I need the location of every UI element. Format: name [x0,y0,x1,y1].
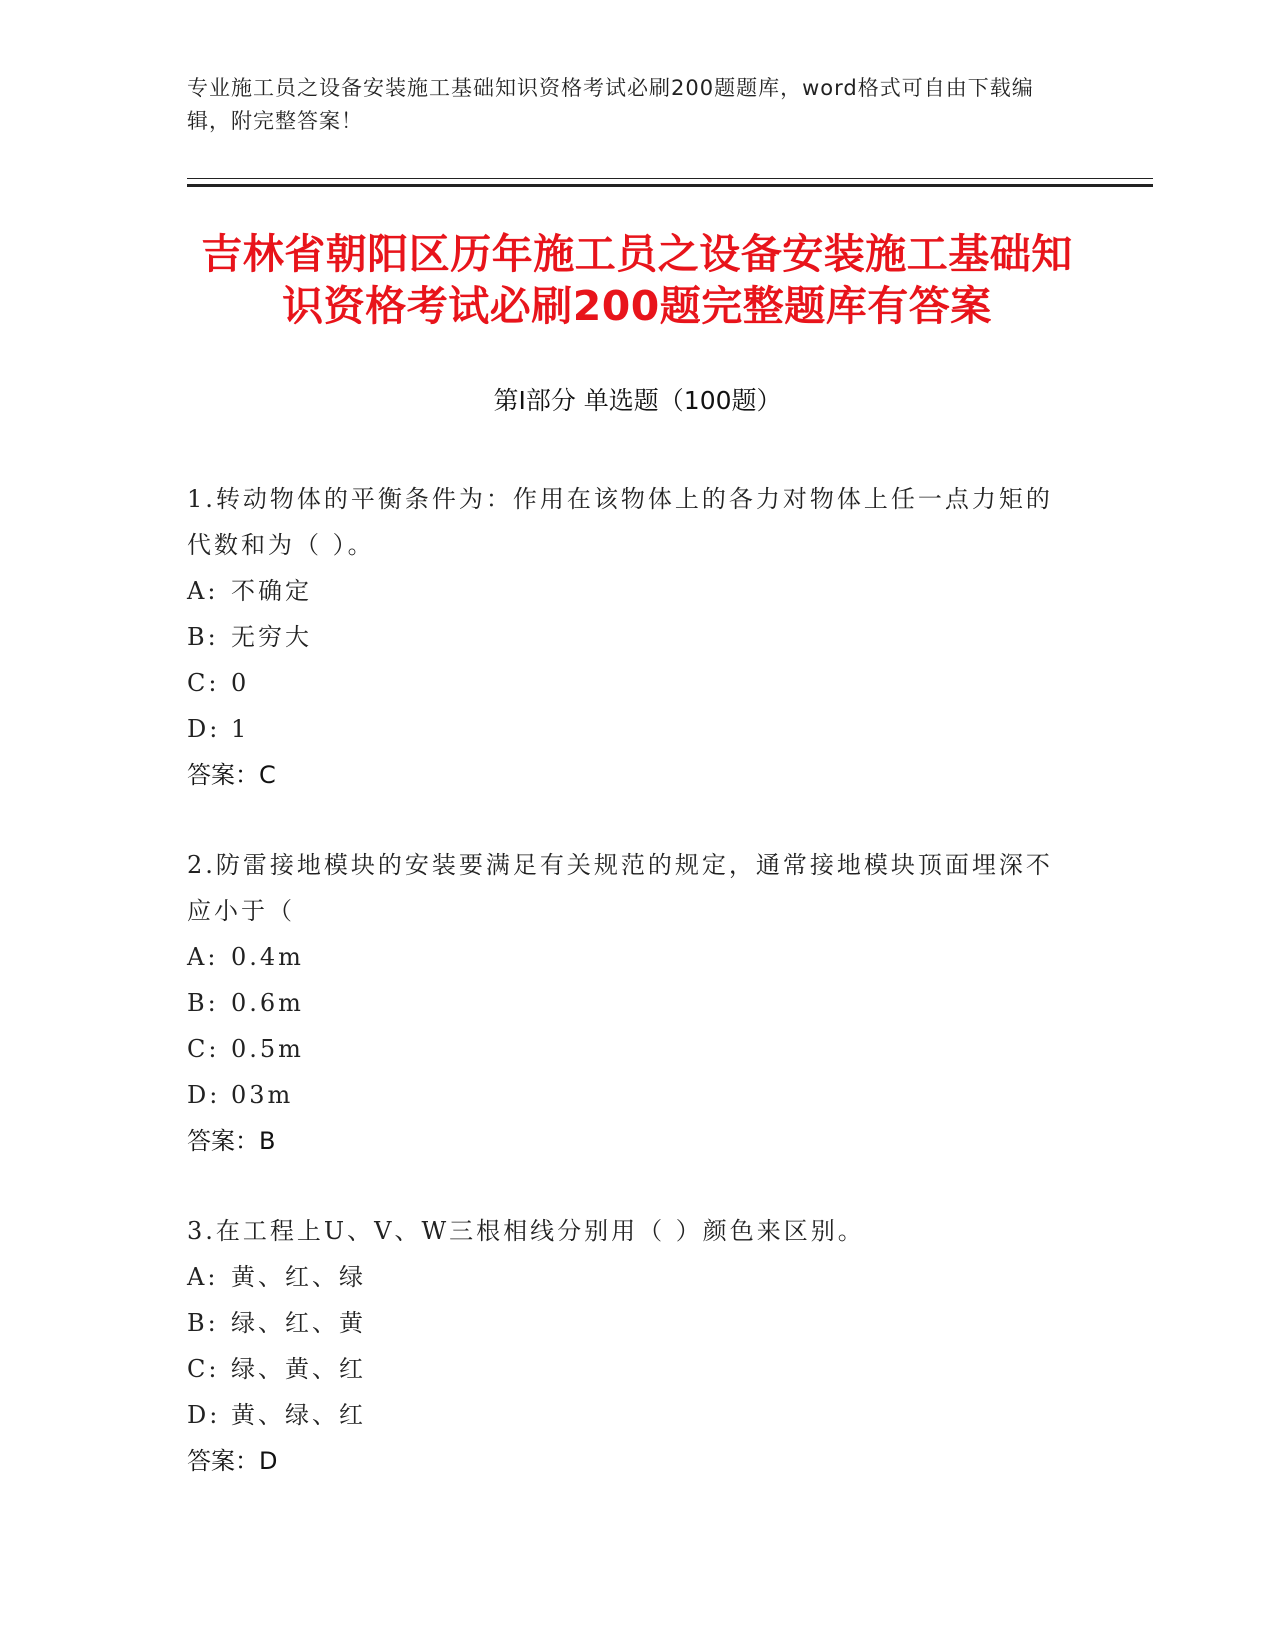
option-text: 黄、绿、红 [231,1401,366,1429]
answer-line: 答案：D [187,1447,278,1475]
option-a [187,568,1067,614]
option-text: 03m [231,1081,294,1109]
option-text: 0 [231,669,250,697]
option-b [187,614,1067,660]
option-d [187,706,1067,752]
question-list [187,476,1067,1528]
option-a [187,1254,1067,1300]
question-2 [187,842,1067,1164]
answer-line: 答案：B [187,1127,276,1155]
option-text: 绿、黄、红 [231,1355,366,1383]
question-stem: 1.转动物体的平衡条件为：作用在该物体上的各力对物体上任一点力矩的代数和为（ ）。 [187,485,1053,559]
option-letter: B: [187,1309,219,1337]
question-3 [187,1208,1067,1484]
section-heading: 第Ⅰ部分 单选题（100题） [493,386,782,415]
header-divider-thin [187,178,1153,179]
option-letter: D: [187,1081,221,1109]
option-c [187,660,1067,706]
header-note: 专业施工员之设备安装施工基础知识资格考试必刷200题题库，word格式可自由下载编辑，附完整答案！ [187,76,1034,133]
option-letter: A: [187,1263,219,1291]
option-letter: C: [187,1355,220,1383]
option-letter: A: [187,943,219,971]
option-letter: C: [187,1035,220,1063]
option-text: 0.6m [231,989,304,1017]
option-letter: D: [187,1401,221,1429]
question-1 [187,476,1067,798]
option-text: 0.4m [231,943,304,971]
option-text: 黄、红、绿 [231,1263,366,1291]
option-text: 绿、红、黄 [231,1309,366,1337]
option-text: 0.5m [231,1035,304,1063]
option-c [187,1346,1067,1392]
option-b [187,980,1067,1026]
option-letter: D: [187,715,221,743]
option-text: 1 [231,715,250,743]
option-text: 不确定 [231,577,312,605]
question-stem: 3.在工程上U、V、W三根相线分别用（ ）颜色来区别。 [187,1217,865,1245]
option-letter: C: [187,669,220,697]
header-divider-thick [187,184,1153,187]
option-letter: B: [187,623,219,651]
answer-line: 答案：C [187,761,276,789]
option-letter: A: [187,577,219,605]
question-stem: 2.防雷接地模块的安装要满足有关规范的规定，通常接地模块顶面埋深不应小于（ [187,851,1053,925]
option-b [187,1300,1067,1346]
option-c [187,1026,1067,1072]
option-letter: B: [187,989,219,1017]
option-a [187,934,1067,980]
document-title: 吉林省朝阳区历年施工员之设备安装施工基础知识资格考试必刷200题完整题库有答案 [201,230,1073,330]
option-text: 无穷大 [231,623,312,651]
option-d [187,1392,1067,1438]
option-d [187,1072,1067,1118]
